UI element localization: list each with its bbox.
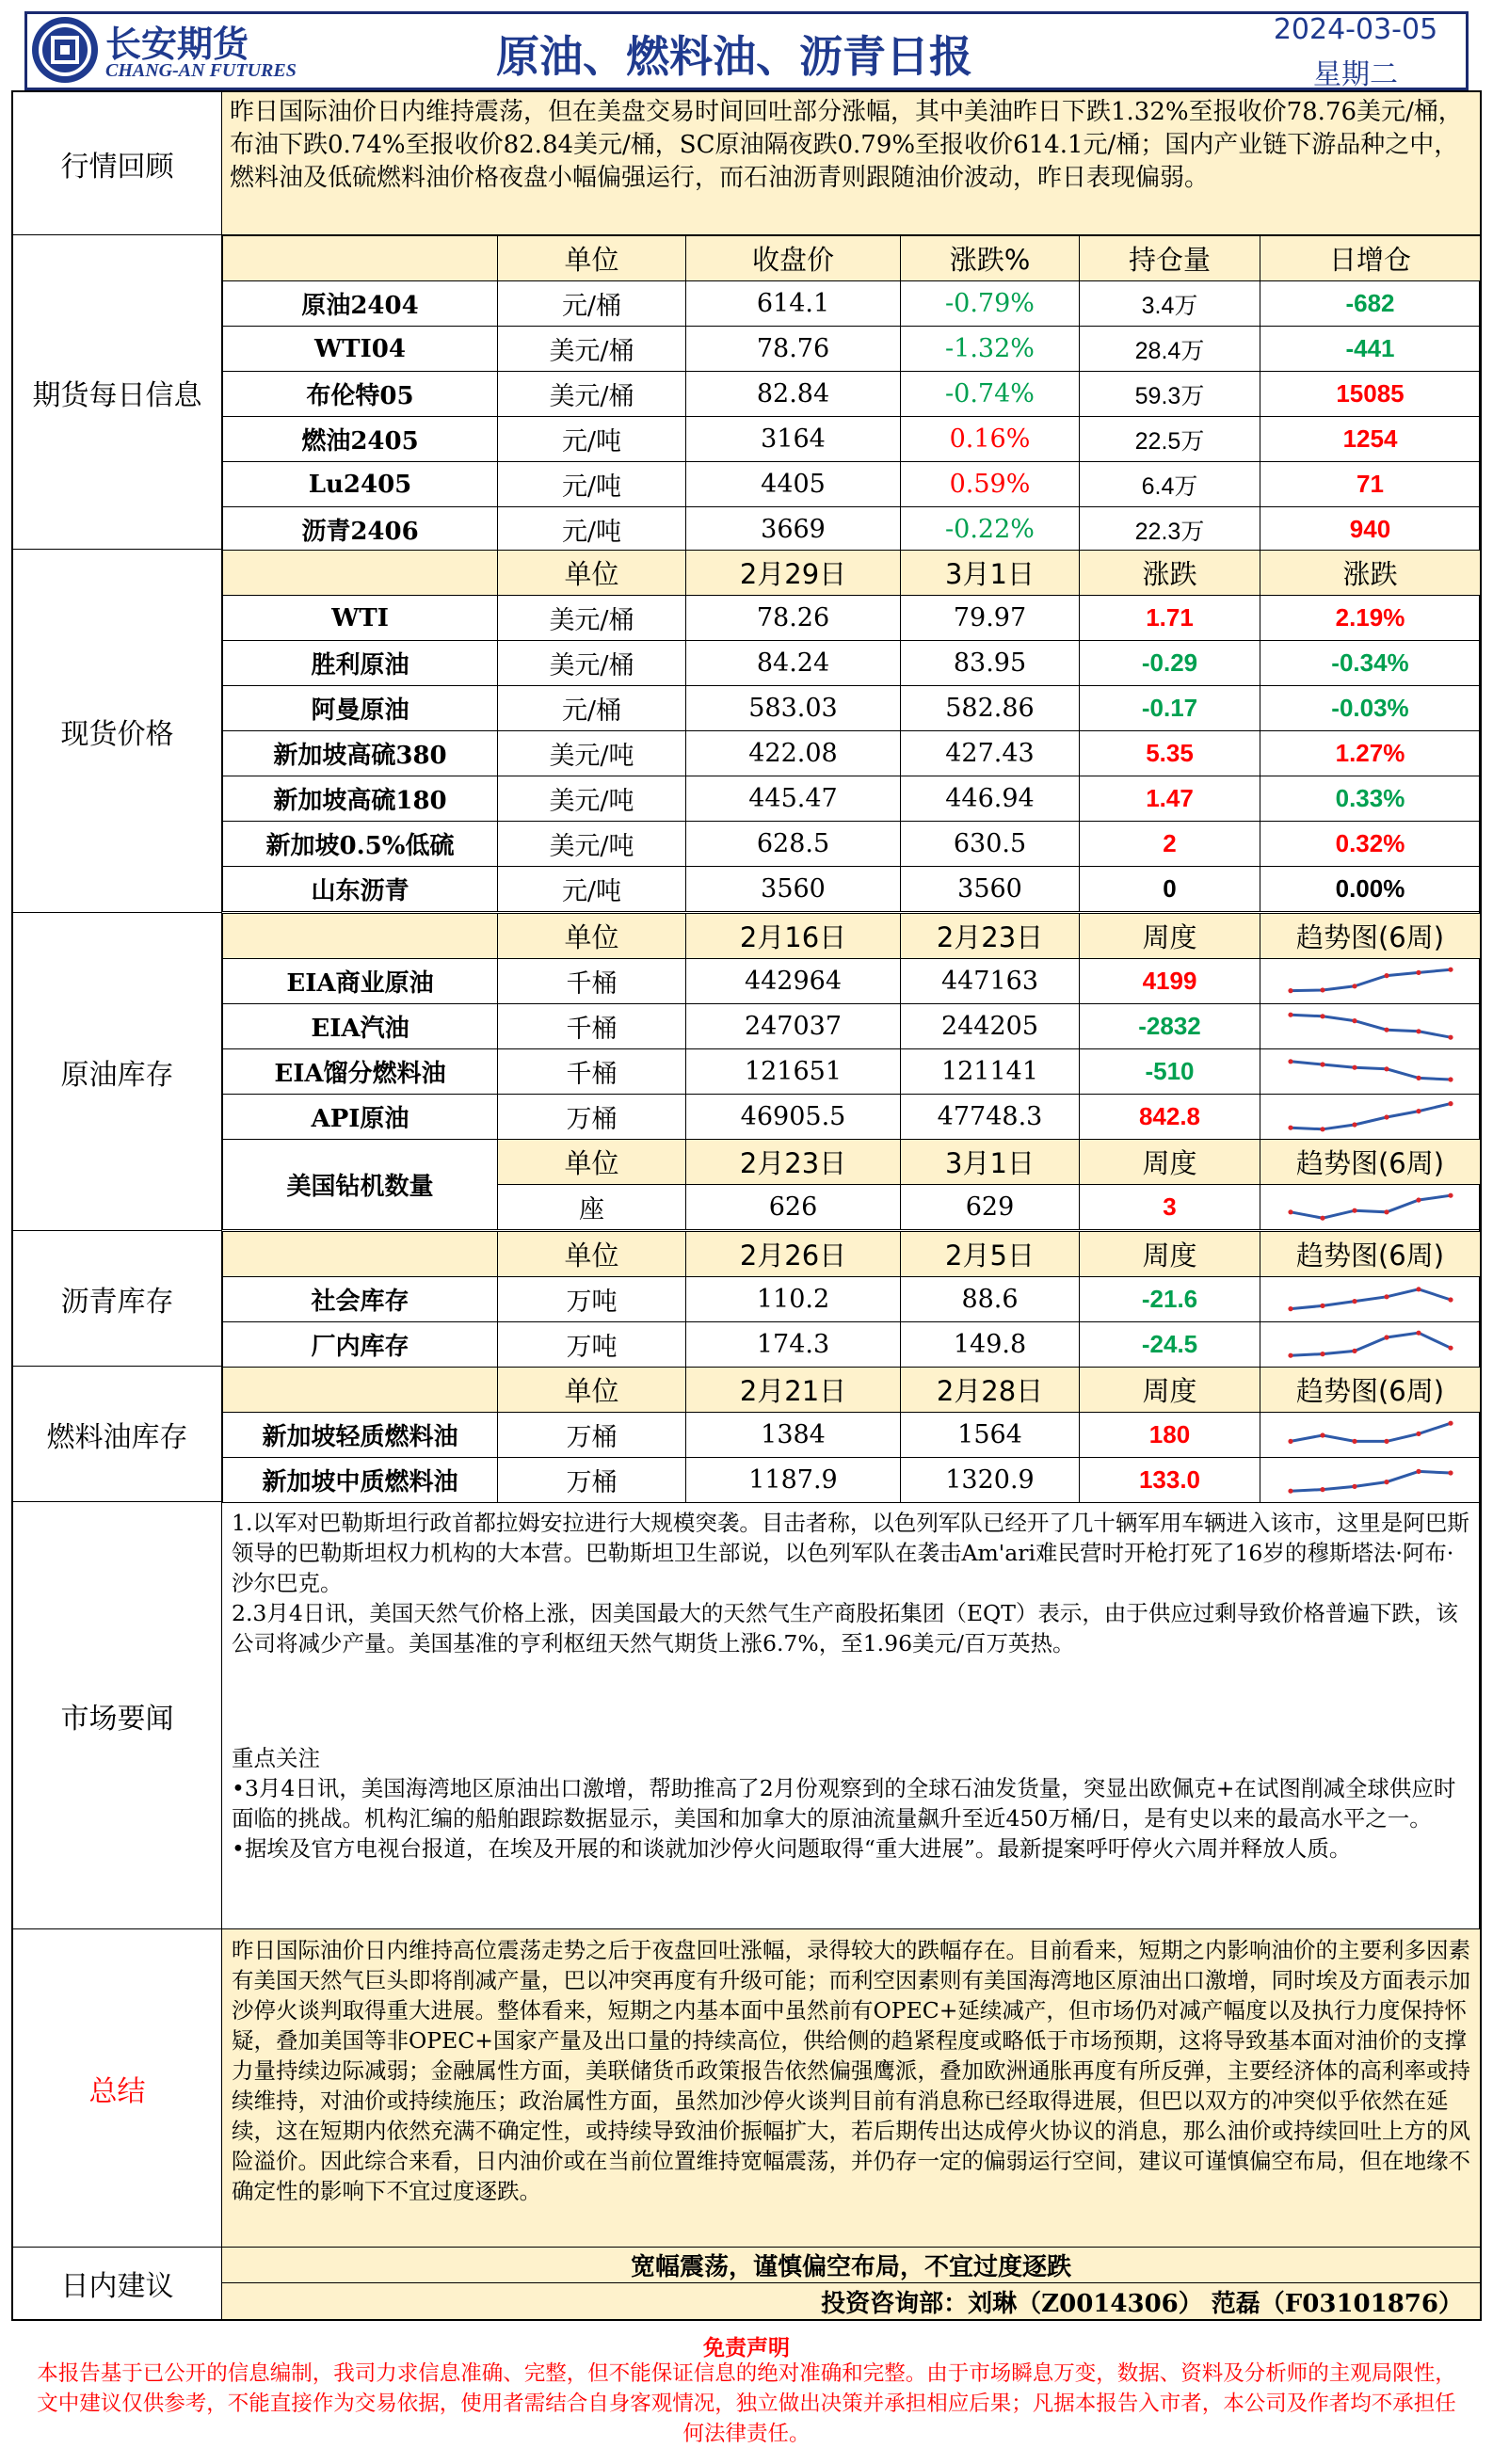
value-date-1: 1187.9 (686, 1458, 901, 1503)
price-change: 5.35 (1080, 731, 1260, 776)
table-row (223, 731, 1481, 776)
trend-point (1448, 967, 1453, 971)
trend-point (1352, 1348, 1357, 1352)
unit-cell: 万桶 (498, 1458, 686, 1503)
disclaimer-text: 本报告基于已公开的信息编制，我司力求信息准确、完整，但不能保证信息的绝对准确和完整。由于市场瞬息万变，数据、资料及分析师的主观局限性，文中建议仅供参考，不能直接作为交易依据，使用者需结合自身客观情况，独立做出决策并承担相应后果；凡据本报告入市者，本公司及作者均不承担任何法律责任。 (37, 2361, 1456, 2446)
contract-name: 沥青2406 (223, 507, 498, 552)
header-unit: 单位 (498, 1232, 686, 1277)
value-date-1: 626 (686, 1185, 901, 1230)
asphalt-inventory-label: 沥青库存 (13, 1231, 222, 1367)
trend-line (1291, 969, 1451, 990)
unit-cell: 元/桶 (498, 281, 686, 327)
trend-sparkline (1285, 1462, 1456, 1499)
trend-chart-cell (1260, 1185, 1481, 1230)
price-date-2: 446.94 (901, 776, 1080, 822)
table-row (223, 1277, 1481, 1322)
price-change: 2 (1080, 822, 1260, 867)
header-change-pct: 涨跌 (1260, 551, 1481, 596)
price-change-pct: 0.32% (1260, 822, 1481, 867)
table-row (223, 281, 1481, 327)
trend-sparkline (1285, 1416, 1456, 1454)
summary-label: 总结 (13, 1929, 222, 2248)
trend-point (1448, 1077, 1453, 1081)
header-date-1: 2月23日 (686, 1140, 901, 1185)
trend-point (1288, 1209, 1292, 1214)
unit-cell: 元/吨 (498, 507, 686, 552)
unit-cell: 美元/桶 (498, 596, 686, 641)
close-price: 78.76 (686, 327, 901, 372)
company-logo-icon (32, 17, 98, 83)
trend-point (1352, 1064, 1357, 1069)
weekly-change: -21.6 (1080, 1277, 1260, 1322)
unit-cell: 座 (498, 1185, 686, 1230)
header-trend: 趋势图(6周) (1260, 1140, 1481, 1185)
asphalt-inventory-table (222, 1231, 1481, 1368)
price-date-1: 422.08 (686, 731, 901, 776)
trend-point (1352, 1208, 1357, 1212)
header-open-interest: 持仓量 (1080, 236, 1260, 281)
value-date-1: 121651 (686, 1049, 901, 1095)
change-pct: -0.79% (901, 281, 1080, 327)
price-change-pct: 0.33% (1260, 776, 1481, 822)
table-row (223, 822, 1481, 867)
inventory-name: 厂内库存 (223, 1322, 498, 1368)
trend-point (1288, 1488, 1292, 1493)
trend-chart-cell (1260, 1277, 1481, 1322)
inventory-name: 新加坡中质燃料油 (223, 1458, 498, 1503)
crude-inventory-label: 原油库存 (13, 913, 222, 1231)
table-row (223, 417, 1481, 462)
trend-point (1416, 1197, 1421, 1202)
trend-chart-cell (1260, 1004, 1481, 1049)
price-date-1: 583.03 (686, 686, 901, 731)
spot-name: 新加坡高硫380 (223, 731, 498, 776)
inventory-name: API原油 (223, 1095, 498, 1140)
daily-oi-change: -441 (1260, 327, 1481, 372)
trend-chart-cell (1260, 1413, 1481, 1458)
change-pct: 0.16% (901, 417, 1080, 462)
unit-cell: 千桶 (498, 959, 686, 1004)
trend-point (1320, 987, 1324, 992)
value-date-2: 149.8 (901, 1322, 1080, 1368)
contract-name: Lu2405 (223, 462, 498, 507)
trend-line (1291, 1471, 1451, 1491)
price-date-1: 84.24 (686, 641, 901, 686)
advice-text: 宽幅震荡，谨慎偏空布局，不宜过度逐跌 (222, 2248, 1480, 2283)
header-close: 收盘价 (686, 236, 901, 281)
trend-point (1384, 1066, 1389, 1071)
trend-point (1384, 1209, 1389, 1214)
unit-cell: 元/吨 (498, 462, 686, 507)
close-price: 82.84 (686, 372, 901, 417)
table-row (223, 1413, 1481, 1458)
advice-label: 日内建议 (13, 2248, 222, 2319)
value-date-1: 174.3 (686, 1322, 901, 1368)
close-price: 3669 (686, 507, 901, 552)
price-date-2: 427.43 (901, 731, 1080, 776)
trend-sparkline (1285, 1008, 1456, 1046)
contract-name: 燃油2405 (223, 417, 498, 462)
contract-name: WTI04 (223, 327, 498, 372)
header-date-2: 3月1日 (901, 1140, 1080, 1185)
open-interest: 28.4万 (1080, 327, 1260, 372)
inventory-name: EIA汽油 (223, 1004, 498, 1049)
trend-point (1416, 1468, 1421, 1473)
header-daily-oi-change: 日增仓 (1260, 236, 1481, 281)
company-name-cn: 长安期货 (105, 24, 249, 65)
trend-point (1448, 1470, 1453, 1475)
open-interest: 6.4万 (1080, 462, 1260, 507)
table-row (223, 327, 1481, 372)
header-unit: 单位 (498, 1140, 686, 1185)
table-row (223, 372, 1481, 417)
trend-sparkline (1285, 963, 1456, 1000)
trend-point (1416, 1330, 1421, 1335)
unit-cell: 万桶 (498, 1413, 686, 1458)
header-date-2: 2月28日 (901, 1368, 1080, 1413)
open-interest: 22.3万 (1080, 507, 1260, 552)
unit-cell: 元/桶 (498, 686, 686, 731)
trend-point (1416, 1431, 1421, 1435)
unit-cell: 千桶 (498, 1049, 686, 1095)
futures-table (222, 235, 1481, 552)
price-change: 1.71 (1080, 596, 1260, 641)
trend-point (1288, 1306, 1292, 1311)
trend-sparkline (1285, 1098, 1456, 1136)
unit-cell: 美元/桶 (498, 327, 686, 372)
header-unit: 单位 (498, 1368, 686, 1413)
trend-line (1291, 1423, 1451, 1441)
trend-chart-cell (1260, 1322, 1481, 1368)
daily-oi-change: 1254 (1260, 417, 1481, 462)
weekly-change: 180 (1080, 1413, 1260, 1458)
trend-point (1320, 1352, 1324, 1356)
trend-sparkline (1285, 1189, 1456, 1226)
weekly-change: 3 (1080, 1185, 1260, 1230)
inventory-name: 新加坡轻质燃料油 (223, 1413, 498, 1458)
header-weekly: 周度 (1080, 914, 1260, 959)
header-date-2: 3月1日 (901, 551, 1080, 596)
price-date-1: 445.47 (686, 776, 901, 822)
price-change: 1.47 (1080, 776, 1260, 822)
news-label: 市场要闻 (13, 1502, 222, 1929)
trend-point (1416, 1029, 1421, 1033)
spot-label: 现货价格 (13, 550, 222, 913)
futures-label: 期货每日信息 (13, 235, 222, 550)
header-date-1: 2月26日 (686, 1232, 901, 1277)
review-text: 昨日国际油价日内维持震荡，但在美盘交易时间回吐部分涨幅，其中美油昨日下跌1.32%至报收价78.76美元/桶，布油下跌0.74%至报收价82.84美元/桶，SC原油隔夜跌0.79%至报收价614.1元/桶；国内产业链下游品种之中，燃料油及低硫燃料油价格夜盘小幅偏强运行，而石油沥青则跟随油价波动，昨日表现偏弱。 (222, 92, 1480, 235)
open-interest: 3.4万 (1080, 281, 1260, 327)
value-date-2: 447163 (901, 959, 1080, 1004)
daily-oi-change: 71 (1260, 462, 1481, 507)
table-row (223, 596, 1481, 641)
trend-point (1320, 1487, 1324, 1492)
trend-point (1352, 1018, 1357, 1023)
value-date-1: 442964 (686, 959, 901, 1004)
value-date-2: 88.6 (901, 1277, 1080, 1322)
daily-oi-change: 940 (1260, 507, 1481, 552)
trend-line (1291, 1195, 1451, 1218)
trend-chart-cell (1260, 1095, 1481, 1140)
trend-point (1288, 1012, 1292, 1016)
spot-name: 阿曼原油 (223, 686, 498, 731)
unit-cell: 元/吨 (498, 417, 686, 462)
change-pct: -0.74% (901, 372, 1080, 417)
table-row (223, 507, 1481, 552)
unit-cell: 万吨 (498, 1277, 686, 1322)
contract-name: 原油2404 (223, 281, 498, 327)
fuel-oil-inventory-table (222, 1367, 1481, 1503)
rig-count-name: 美国钻机数量 (223, 1140, 498, 1230)
inventory-name: EIA馏分燃料油 (223, 1049, 498, 1095)
table-row (223, 1322, 1481, 1368)
header-blank (223, 914, 498, 959)
trend-point (1320, 1215, 1324, 1220)
price-change-pct: 2.19% (1260, 596, 1481, 641)
weekly-change: -24.5 (1080, 1322, 1260, 1368)
unit-cell: 美元/吨 (498, 731, 686, 776)
weekly-change: 842.8 (1080, 1095, 1260, 1140)
table-row (223, 776, 1481, 822)
value-date-2: 1564 (901, 1413, 1080, 1458)
news-content (222, 1502, 1480, 1929)
unit-cell: 美元/吨 (498, 822, 686, 867)
trend-point (1384, 1335, 1389, 1339)
header-trend: 趋势图(6周) (1260, 914, 1481, 959)
trend-point (1352, 1122, 1357, 1127)
trend-point (1384, 1114, 1389, 1119)
trend-line (1291, 1103, 1451, 1128)
header-date-2: 2月5日 (901, 1232, 1080, 1277)
price-date-1: 3560 (686, 867, 901, 912)
close-price: 3164 (686, 417, 901, 462)
trend-point (1416, 1075, 1421, 1080)
daily-oi-change: 15085 (1260, 372, 1481, 417)
trend-sparkline (1285, 1326, 1456, 1364)
news-item-1: 1.以军对巴勒斯坦行政首都拉姆安拉进行大规模突袭。目击者称，以色列军队已经开了几十辆军用车辆进入该市，这里是阿巴斯领导的巴勒斯坦权力机构的大本营。巴勒斯坦卫生部说，以色列军队在袭击Am'ari难民营时开枪打死了16岁的穆斯塔法·阿布·沙尔巴克。 (232, 1510, 1469, 1596)
close-price: 4405 (686, 462, 901, 507)
table-row (223, 867, 1481, 912)
trend-line (1291, 1015, 1451, 1037)
news-item-2: 2.3月4日讯，美国天然气价格上涨，因美国最大的天然气生产商股拓集团（EQT）表示，由于供应过剩导致价格普遍下跌，该公司将减少产量。美国基准的亨利枢纽天然气期货上涨6.7%，至1.96美元/百万英热。 (232, 1600, 1458, 1656)
trend-point (1384, 1027, 1389, 1032)
inventory-name: 社会库存 (223, 1277, 498, 1322)
daily-oi-change: -682 (1260, 281, 1481, 327)
header-weekly: 周度 (1080, 1232, 1260, 1277)
table-row (223, 462, 1481, 507)
value-date-2: 1320.9 (901, 1458, 1080, 1503)
price-date-2: 582.86 (901, 686, 1080, 731)
table-row (223, 1004, 1481, 1049)
header-blank (223, 551, 498, 596)
value-date-1: 247037 (686, 1004, 901, 1049)
price-change-pct: -0.03% (1260, 686, 1481, 731)
trend-point (1352, 1299, 1357, 1304)
trend-point (1288, 1059, 1292, 1064)
trend-line (1291, 1061, 1451, 1079)
table-row (223, 1095, 1481, 1140)
news-focus-item-1: •3月4日讯，美国海湾地区原油出口激增，帮助推高了2月份观察到的全球石油发货量，突显出欧佩克+在试图削减全球供应时面临的挑战。机构汇编的船舶跟踪数据显示，美国和加拿大的原油流量飙升至近450万桶/日，是有史以来的最高水平之一。 (232, 1775, 1456, 1832)
spot-name: 新加坡0.5%低硫 (223, 822, 498, 867)
news-spacer (232, 1658, 1470, 1743)
price-change-pct: 0.00% (1260, 867, 1481, 912)
trend-point (1448, 1345, 1453, 1350)
open-interest: 22.5万 (1080, 417, 1260, 462)
trend-line (1291, 1333, 1451, 1355)
change-pct: -1.32% (901, 327, 1080, 372)
unit-cell: 元/吨 (498, 867, 686, 912)
table-row (223, 1458, 1481, 1503)
trend-point (1448, 1297, 1453, 1302)
spot-name: 山东沥青 (223, 867, 498, 912)
value-date-2: 47748.3 (901, 1095, 1080, 1140)
price-change-pct: -0.34% (1260, 641, 1481, 686)
header-weekly: 周度 (1080, 1368, 1260, 1413)
value-date-2: 244205 (901, 1004, 1080, 1049)
trend-point (1448, 1192, 1453, 1197)
table-row (223, 641, 1481, 686)
trend-point (1288, 1125, 1292, 1129)
trend-point (1320, 1432, 1324, 1437)
price-date-2: 630.5 (901, 822, 1080, 867)
header-change-pct: 涨跌% (901, 236, 1080, 281)
trend-point (1288, 1438, 1292, 1443)
header-blank (223, 1368, 498, 1413)
report-weekday: 星期二 (1313, 58, 1398, 91)
trend-point (1448, 1101, 1453, 1106)
change-pct: 0.59% (901, 462, 1080, 507)
spot-name: 胜利原油 (223, 641, 498, 686)
open-interest: 59.3万 (1080, 372, 1260, 417)
trend-chart-cell (1260, 1458, 1481, 1503)
header-weekly: 周度 (1080, 1140, 1260, 1185)
price-date-2: 83.95 (901, 641, 1080, 686)
news-focus-item-2: •据埃及官方电视台报道，在埃及开展的和谈就加沙停火问题取得“重大进展”。最新提案呼吁停火六周并释放人质。 (232, 1835, 1352, 1862)
review-label: 行情回顾 (13, 92, 222, 235)
company-name-en: CHANG-AN FUTURES (105, 60, 297, 81)
trend-chart-cell (1260, 1049, 1481, 1095)
unit-cell: 美元/吨 (498, 776, 686, 822)
trend-point (1384, 1480, 1389, 1484)
weekly-change: 4199 (1080, 959, 1260, 1004)
trend-sparkline (1285, 1281, 1456, 1319)
trend-point (1288, 1352, 1292, 1357)
header-trend: 趋势图(6周) (1260, 1368, 1481, 1413)
spot-price-table (222, 550, 1481, 912)
fuel-oil-inventory-label: 燃料油库存 (13, 1367, 222, 1502)
trend-point (1416, 969, 1421, 974)
trend-point (1352, 1438, 1357, 1443)
table-row (223, 1049, 1481, 1095)
trend-point (1320, 1062, 1324, 1066)
trend-point (1448, 1034, 1453, 1039)
trend-point (1352, 984, 1357, 988)
weekly-change: -2832 (1080, 1004, 1260, 1049)
trend-point (1384, 1438, 1389, 1443)
trend-point (1288, 988, 1292, 993)
value-date-1: 1384 (686, 1413, 901, 1458)
trend-point (1384, 1294, 1389, 1299)
unit-cell: 美元/桶 (498, 641, 686, 686)
spot-name: 新加坡高硫180 (223, 776, 498, 822)
trend-point (1416, 1109, 1421, 1113)
header-blank (223, 236, 498, 281)
value-date-2: 629 (901, 1185, 1080, 1230)
header-date-1: 2月21日 (686, 1368, 901, 1413)
price-change: -0.29 (1080, 641, 1260, 686)
trend-point (1320, 1014, 1324, 1018)
header-unit: 单位 (498, 914, 686, 959)
report-title: 原油、燃料油、沥青日报 (496, 31, 972, 82)
header-change: 涨跌 (1080, 551, 1260, 596)
table-row (223, 686, 1481, 731)
value-date-1: 46905.5 (686, 1095, 901, 1140)
trend-sparkline (1285, 1053, 1456, 1091)
contract-name: 布伦特05 (223, 372, 498, 417)
price-change: -0.17 (1080, 686, 1260, 731)
report-date: 2024-03-05 (1273, 13, 1438, 46)
consultant-line: 投资咨询部：刘琳（Z0014306） 范磊（F03101876） (222, 2283, 1480, 2319)
close-price: 614.1 (686, 281, 901, 327)
weekly-change: -510 (1080, 1049, 1260, 1095)
trend-point (1448, 1420, 1453, 1425)
header-unit: 单位 (498, 551, 686, 596)
unit-cell: 千桶 (498, 1004, 686, 1049)
trend-point (1416, 1287, 1421, 1291)
crude-inventory-table (222, 913, 1481, 1230)
header-blank (223, 1232, 498, 1277)
price-change: 0 (1080, 867, 1260, 912)
trend-point (1384, 973, 1389, 978)
header-unit: 单位 (498, 236, 686, 281)
table-row (223, 959, 1481, 1004)
header-date-1: 2月16日 (686, 914, 901, 959)
disclaimer-title: 免责声明 (703, 2336, 790, 2360)
table-row (223, 1140, 1481, 1185)
unit-cell: 万吨 (498, 1322, 686, 1368)
header-date-2: 2月23日 (901, 914, 1080, 959)
change-pct: -0.22% (901, 507, 1080, 552)
value-date-2: 121141 (901, 1049, 1080, 1095)
trend-line (1291, 1288, 1451, 1308)
value-date-1: 110.2 (686, 1277, 901, 1322)
price-date-1: 78.26 (686, 596, 901, 641)
summary-text: 昨日国际油价日内维持高位震荡走势之后于夜盘回吐涨幅，录得较大的跌幅存在。目前看来，短期之内影响油价的主要利多因素有美国天然气巨头即将削减产量，巴以冲突再度有升级可能；而利空因素则有美国海湾地区原油出口激增，同时埃及方面表示加沙停火谈判取得重大进展。整体看来，短期之内基本面中虽然前有OPEC+延续减产，但市场仍对减产幅度以及执行力度保持怀疑，叠加美国等非OPEC+国家产量及出口量的持续高位，供给侧的趋紧程度或略低于市场预期，这将导致基本面对油价的支撑力量持续边际减弱；金融属性方面，美联储货币政策报告依然偏强鹰派，叠加欧洲通胀再度有所反弹，主要经济体的高利率或持续维持，对油价或持续施压；政治属性方面，虽然加沙停火谈判目前有消息称已经取得进展，但巴以双方的冲突似乎依然在延续，这在短期内依然充满不确定性，或持续导致油价振幅扩大，若后期传出达成停火协议的消息，那么油价或持续回吐上方的风险溢价。因此综合来看，日内油价或在当前位置维持宽幅震荡，并仍存一定的偏弱运行空间，建议可谨慎偏空布局，但在地缘不确定性的影响下不宜过度逐跌。 (222, 1929, 1480, 2248)
inventory-name: EIA商业原油 (223, 959, 498, 1004)
header-trend: 趋势图(6周) (1260, 1232, 1481, 1277)
header-date-1: 2月29日 (686, 551, 901, 596)
trend-chart-cell (1260, 959, 1481, 1004)
price-date-2: 3560 (901, 867, 1080, 912)
unit-cell: 万桶 (498, 1095, 686, 1140)
unit-cell: 美元/桶 (498, 372, 686, 417)
trend-point (1320, 1127, 1324, 1131)
price-date-1: 628.5 (686, 822, 901, 867)
price-change-pct: 1.27% (1260, 731, 1481, 776)
news-focus-title: 重点关注 (232, 1745, 320, 1771)
spot-name: WTI (223, 596, 498, 641)
price-date-2: 79.97 (901, 596, 1080, 641)
trend-point (1320, 1303, 1324, 1307)
weekly-change: 133.0 (1080, 1458, 1260, 1503)
trend-point (1352, 1483, 1357, 1488)
